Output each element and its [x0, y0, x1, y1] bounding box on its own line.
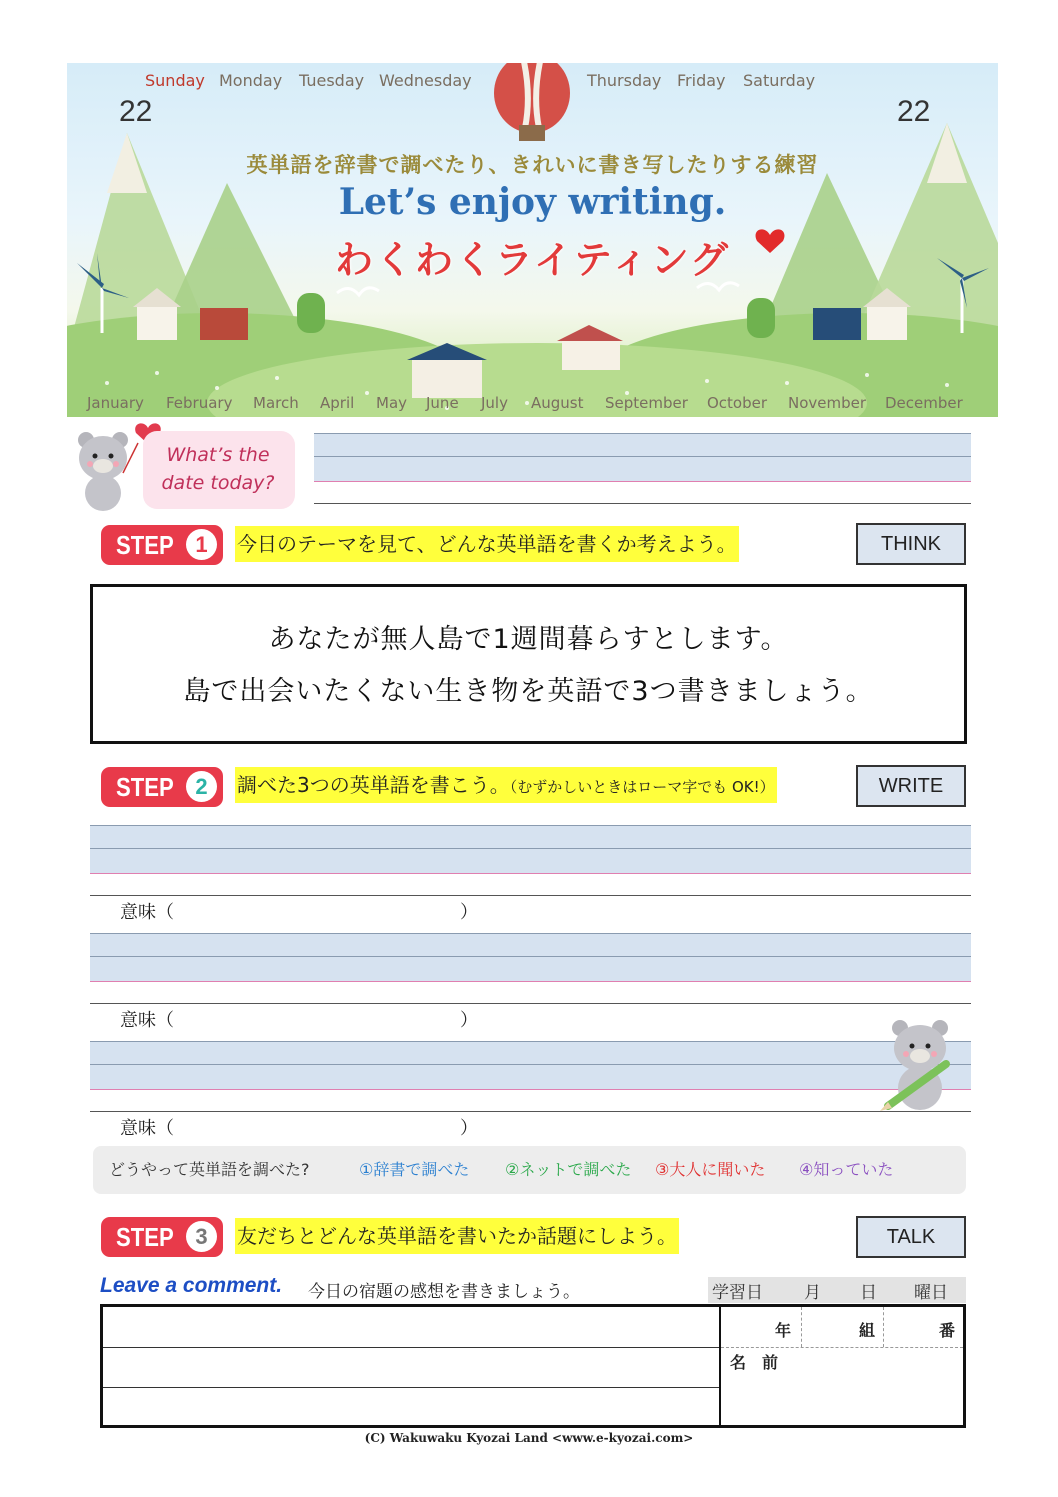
class-label: 組 [859, 1321, 876, 1340]
month-december: December [885, 394, 963, 412]
step2-badge: STEP 2 [101, 767, 223, 807]
header-banner [67, 63, 998, 417]
name-field[interactable] [721, 1367, 963, 1423]
day-number-left: 22 [119, 95, 153, 128]
student-number-label: 番 [939, 1321, 956, 1340]
weekday-thursday: Thursday [587, 71, 662, 90]
meaning-line-3[interactable]: 意味（ ） [120, 1118, 478, 1139]
write-tag: WRITE [856, 765, 966, 807]
step2-number: 2 [186, 771, 217, 802]
weekday-tuesday: Tuesday [299, 71, 365, 90]
weekday-friday: Friday [677, 71, 726, 90]
weekday-sunday: Sunday [145, 71, 205, 90]
banner-subtitle: 英単語を辞書で調べたり、きれいに書き写したりする練習 [246, 153, 819, 177]
study-month-label: 月 [804, 1283, 821, 1303]
word-writing-line-1[interactable] [90, 825, 971, 897]
study-weekday-label: 曜日 [914, 1283, 948, 1303]
step2-instruction [235, 767, 777, 803]
year-label: 年 [775, 1321, 792, 1340]
month-march: March [253, 394, 299, 412]
theme-line1: あなたが無人島で1週間暮らすとします。 [268, 624, 789, 655]
step1-badge: STEP 1 [101, 525, 223, 565]
step3-number: 3 [186, 1221, 217, 1252]
meaning-line-1[interactable]: 意味（ ） [120, 902, 478, 923]
month-june: June [426, 394, 459, 412]
date-prompt-line1: What’s the [166, 444, 270, 466]
date-writing-lines[interactable] [314, 433, 971, 505]
theme-line2: 島で出会いたくない生き物を英語で3つ書きましょう。 [183, 676, 874, 707]
step2-instruction-note: （むずかしいときはローマ字でも OK!） [509, 778, 775, 796]
month-january: January [87, 394, 144, 412]
banner-title-japanese: わくわくライティング [334, 238, 731, 282]
date-prompt-line2: date today? [161, 472, 275, 494]
month-may: May [376, 394, 408, 412]
month-august: August [531, 394, 584, 412]
month-april: April [320, 394, 355, 412]
lookup-option-adult[interactable]: ③大人に聞いた [655, 1160, 766, 1179]
comment-subtitle: 今日の宿題の感想を書きましょう。 [308, 1282, 580, 1302]
step1-instruction: 今日のテーマを見て、どんな英単語を書くか考えよう。 [235, 526, 739, 562]
day-number-right: 22 [897, 95, 931, 128]
study-day-label: 学習日 [712, 1283, 763, 1303]
word-writing-line-3[interactable] [90, 1041, 971, 1113]
think-tag: THINK [856, 523, 966, 565]
month-november: November [788, 394, 867, 412]
study-date-strip [708, 1277, 966, 1303]
banner-title: Let’s enjoy writing. [338, 181, 727, 223]
month-october: October [707, 394, 768, 412]
bear-pencil-icon [868, 1016, 968, 1114]
step2-instruction-main: 調べた3つの英単語を書こう。 [237, 773, 510, 797]
weekday-wednesday: Wednesday [379, 71, 472, 90]
weekday-saturday: Saturday [743, 71, 816, 90]
word-writing-line-2[interactable] [90, 933, 971, 1005]
lookup-option-internet[interactable]: ②ネットで調べた [505, 1160, 632, 1179]
talk-tag: TALK [856, 1216, 966, 1258]
comment-box [100, 1304, 966, 1428]
theme-box [90, 584, 967, 744]
lookup-option-dictionary[interactable]: ①辞書で調べた [359, 1160, 470, 1179]
weekday-monday: Monday [219, 71, 283, 90]
month-september: September [605, 394, 688, 412]
month-july: July [481, 394, 508, 412]
copyright-footer: (C) Wakuwaku Kyozai Land <www.e-kyozai.com> [364, 1431, 694, 1445]
lookup-question: どうやって英単語を調べた? [109, 1160, 310, 1179]
lookup-option-knew[interactable]: ④知っていた [799, 1160, 894, 1179]
comment-title: Leave a comment. [100, 1274, 283, 1297]
month-february: February [166, 394, 233, 412]
comment-writing-area[interactable] [103, 1307, 719, 1425]
step3-instruction: 友だちとどんな英単語を書いたか話題にしよう。 [235, 1218, 679, 1254]
date-prompt [150, 441, 286, 497]
meaning-line-2[interactable]: 意味（ ） [120, 1010, 478, 1031]
study-day-unit-label: 日 [860, 1283, 877, 1303]
name-label: 名 前 [730, 1353, 779, 1372]
month-labels [67, 394, 998, 416]
step1-number: 1 [186, 529, 217, 560]
lookup-method-box [93, 1146, 966, 1194]
step3-badge: STEP 3 [101, 1217, 223, 1257]
